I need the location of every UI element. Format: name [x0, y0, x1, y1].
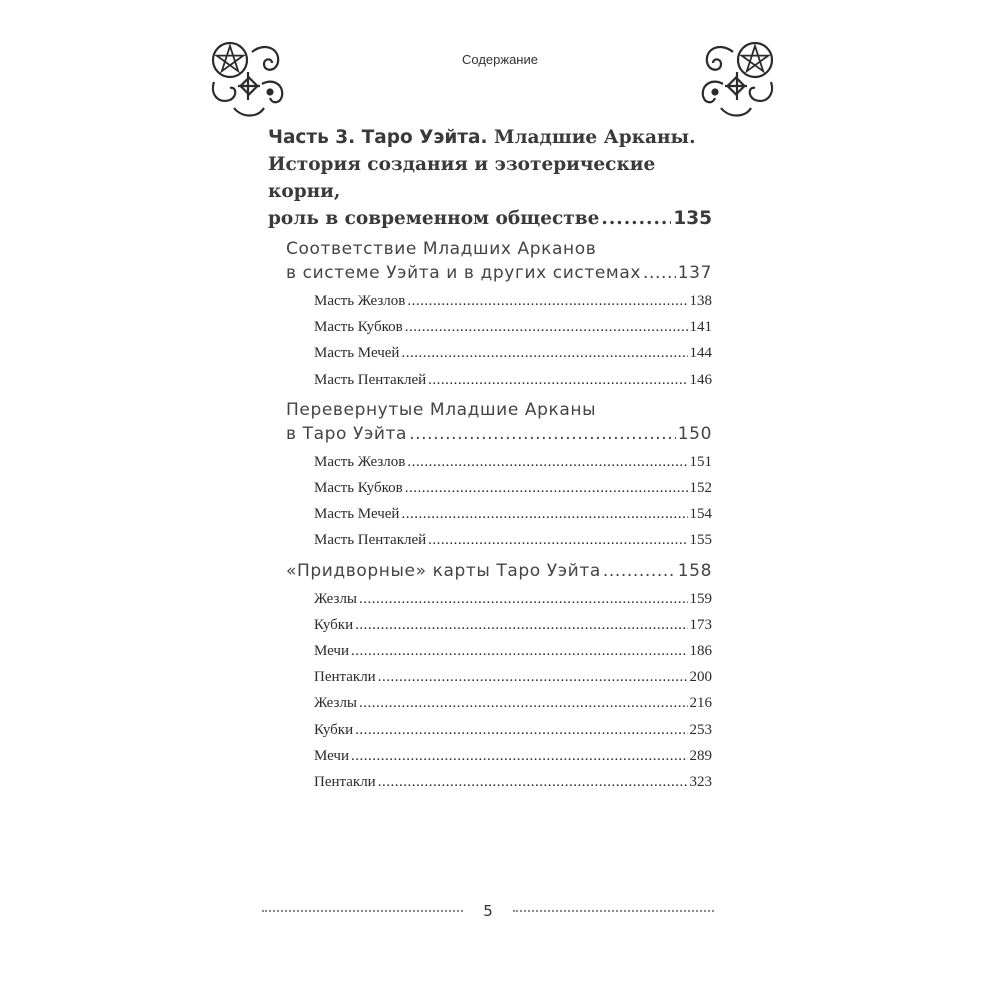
toc-entry[interactable]	[314, 769, 712, 795]
entry-page-number: 159	[689, 590, 712, 607]
entry-page-number: 289	[689, 747, 712, 764]
dot-leader	[351, 743, 688, 769]
dot-leader	[603, 559, 676, 583]
entry-page-number: 155	[689, 532, 712, 549]
dot-leader	[407, 288, 687, 314]
entry-label: Пентакли	[314, 669, 376, 686]
toc-section	[268, 237, 712, 393]
entry-list	[268, 586, 712, 796]
dot-leader	[401, 340, 687, 366]
page-number: 5	[483, 902, 493, 920]
toc-entry[interactable]	[314, 367, 712, 393]
dot-leader	[355, 717, 687, 743]
part-title-line1: Младшие Арканы.	[493, 127, 696, 148]
section-page-number: 158	[677, 560, 712, 581]
part-title-line3: роль в современном обществе	[268, 208, 600, 229]
dot-leader	[405, 475, 688, 501]
dot-leader	[405, 314, 688, 340]
entry-page-number: 144	[689, 345, 712, 362]
pentacle-icon	[695, 38, 777, 122]
entry-label: Масть Пентаклей	[314, 532, 427, 549]
section-title-line2: в Таро Уэйта	[286, 423, 408, 444]
entry-label: Мечи	[314, 747, 349, 764]
toc-entry[interactable]	[314, 586, 712, 612]
dot-leader	[401, 501, 687, 527]
dot-leader	[428, 527, 687, 553]
entry-page-number: 151	[689, 453, 712, 470]
section-title-line1: Перевернутые Младшие Арканы	[286, 399, 597, 420]
entry-page-number: 253	[689, 721, 712, 738]
toc-entry[interactable]	[314, 664, 712, 690]
pentacle-ornament-right	[695, 38, 777, 122]
entry-list	[268, 449, 712, 554]
toc-entry[interactable]	[314, 638, 712, 664]
entry-label: Кубки	[314, 616, 354, 633]
entry-label: Масть Кубков	[314, 319, 403, 336]
pentacle-icon	[208, 38, 290, 122]
entry-page-number: 173	[689, 616, 712, 633]
entry-label: Масть Кубков	[314, 480, 403, 497]
entry-page-number: 154	[689, 506, 712, 523]
section-title[interactable]	[286, 398, 712, 446]
entry-label: Пентакли	[314, 774, 376, 791]
dot-leader	[601, 205, 671, 232]
toc-entry[interactable]	[314, 340, 712, 366]
toc-entry[interactable]	[314, 612, 712, 638]
dot-leader	[378, 664, 688, 690]
entry-label: Жезлы	[314, 695, 358, 712]
entry-page-number: 186	[689, 643, 712, 660]
toc-entry[interactable]	[314, 501, 712, 527]
entry-label: Масть Пентаклей	[314, 371, 427, 388]
toc-entry[interactable]	[314, 527, 712, 553]
entry-label: Кубки	[314, 721, 354, 738]
dot-leader	[359, 690, 687, 716]
toc-entry[interactable]	[314, 314, 712, 340]
toc-entry[interactable]	[314, 288, 712, 314]
dot-leader	[428, 367, 687, 393]
section-page-number: 137	[677, 263, 712, 283]
part-title-line2: История создания и эзотерические корни,	[268, 154, 656, 202]
toc-section	[268, 398, 712, 554]
dot-leader	[355, 612, 687, 638]
entry-label: Масть Мечей	[314, 506, 400, 523]
entry-page-number: 138	[689, 293, 712, 309]
pentacle-ornament-left	[208, 38, 290, 122]
entry-list	[268, 288, 712, 393]
entry-label: Масть Жезлов	[314, 453, 406, 470]
entry-page-number: 146	[689, 371, 712, 388]
toc-entry[interactable]	[314, 743, 712, 769]
section-title-line2: «Придворные» карты Таро Уэйта	[286, 560, 601, 581]
entry-page-number: 152	[689, 480, 712, 497]
toc-entry[interactable]	[314, 717, 712, 743]
entry-label: Масть Жезлов	[314, 293, 406, 309]
toc-entry[interactable]	[314, 475, 712, 501]
page-footer	[262, 902, 714, 920]
section-title-line1: Соответствие Младших Арканов	[286, 239, 597, 259]
footer-dots-right	[513, 910, 714, 912]
toc-section	[268, 559, 712, 796]
dot-leader	[351, 638, 688, 664]
dot-leader	[407, 449, 687, 475]
part-title[interactable]	[268, 124, 712, 232]
dot-leader	[643, 261, 676, 285]
part-title-lead: Часть 3. Таро Уэйта.	[268, 127, 488, 148]
entry-label: Масть Мечей	[314, 345, 400, 362]
footer-dots-left	[262, 910, 463, 912]
entry-page-number: 216	[689, 695, 712, 712]
dot-leader	[359, 586, 687, 612]
dot-leader	[409, 422, 676, 446]
table-of-contents	[268, 124, 712, 795]
entry-page-number: 323	[689, 774, 712, 791]
section-title-line2: в системе Уэйта и в других системах	[286, 263, 642, 283]
section-page-number: 150	[677, 423, 712, 444]
section-title[interactable]	[286, 559, 712, 583]
entry-label: Жезлы	[314, 590, 358, 607]
entry-label: Мечи	[314, 643, 349, 660]
entry-page-number: 200	[689, 669, 712, 686]
running-head: Содержание	[462, 52, 538, 67]
section-title[interactable]	[286, 237, 712, 285]
toc-entry[interactable]	[314, 449, 712, 475]
dot-leader	[378, 769, 688, 795]
entry-page-number: 141	[689, 319, 712, 336]
part-page-number: 135	[673, 208, 712, 229]
toc-entry[interactable]	[314, 690, 712, 716]
